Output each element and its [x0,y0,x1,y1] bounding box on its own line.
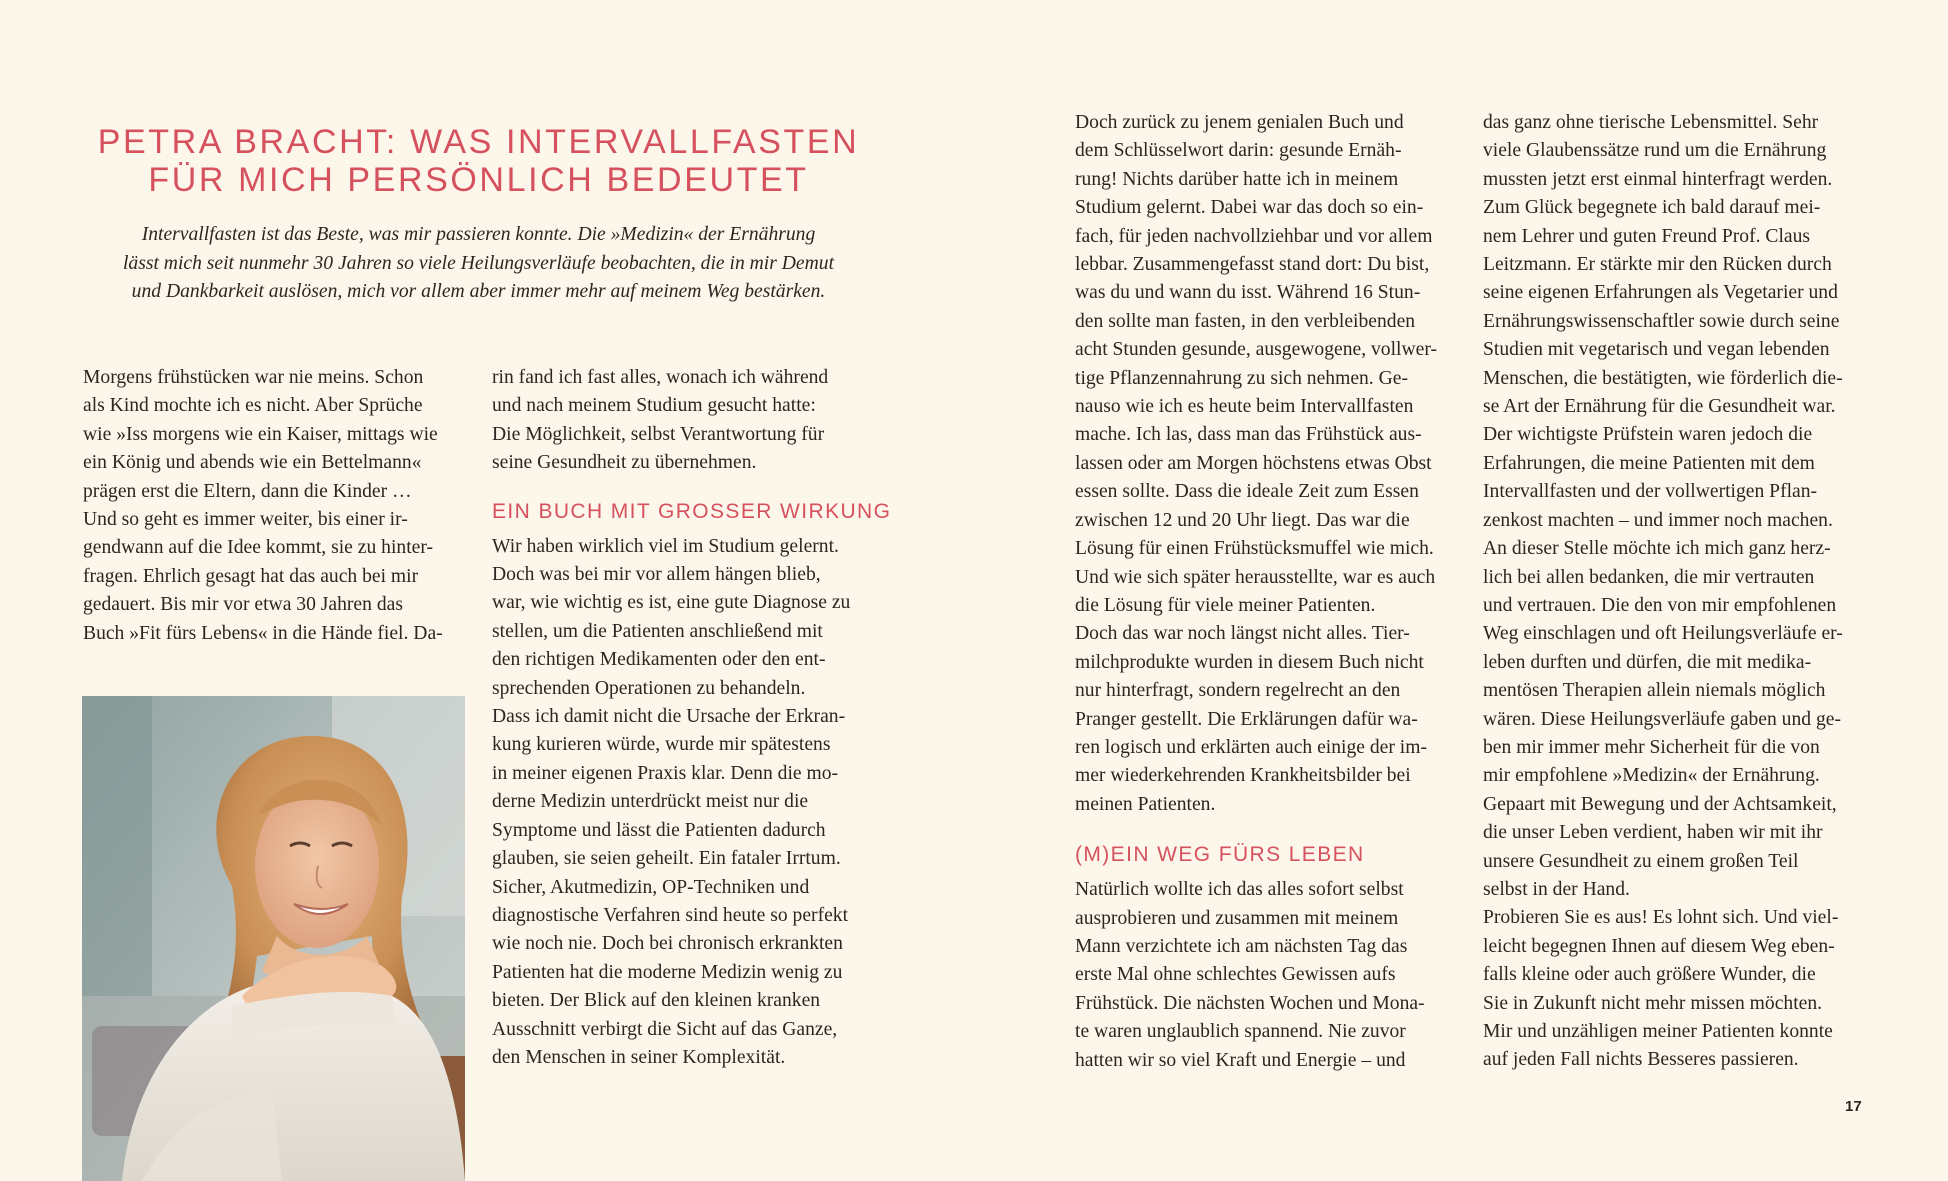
text-line: Studium gelernt. Dabei war das doch so ein- [1075,197,1424,219]
text-line: Morgens frühstücken war nie meins. Schon [83,367,424,388]
text-line: nur hinterfragt, sondern regelrecht an den [1075,680,1401,702]
text-line: Zum Glück begegnete ich bald darauf mei- [1483,197,1821,219]
text-line: den sollte man fasten, in den verbleibenden [1075,310,1416,332]
text-line: unsere Gesundheit zu einem großen Teil [1483,850,1799,872]
text-line: Sicher, Akutmedizin, OP-Techniken und [492,876,810,898]
text-line: kung kurieren würde, wurde mir spätestens [492,734,831,756]
text-line: wären. Diese Heilungsverläufe gaben und ge- [1483,708,1841,730]
text-line: gedauert. Bis mir vor etwa 30 Jahren das [83,594,403,616]
text-line: meinen Patienten. [1075,793,1216,815]
text-line: ben mir immer mehr Sicherheit für die von [1483,736,1820,758]
text-line: lich bei allen bedanken, die mir vertrauten [1483,566,1815,588]
text-line: viele Glaubenssätze rund um die Ernährung [1483,140,1827,162]
text-line: was du und wann du isst. Während 16 Stun- [1075,282,1421,304]
text-line: die unser Leben verdient, haben wir mit ihr [1483,822,1823,844]
text-line: Mann verzichtete ich am nächsten Tag das [1075,935,1408,957]
text-line: Und wie sich später herausstellte, war es auch [1075,566,1436,588]
text-column-3 [1075,109,1470,1075]
body-paragraph [1075,876,1470,1075]
text-line: mer wiederkehrenden Krankheitsbilder bei [1075,765,1411,787]
text-line: wie noch nie. Doch bei chronisch erkrankten [492,933,843,955]
text-line: selbst in der Hand. [1483,878,1630,900]
text-line: fragen. Ehrlich gesagt hat das auch bei mir [83,565,419,587]
text-line: milchprodukte wurden in diesem Buch nicht [1075,651,1424,673]
text-line: wie »Iss morgens wie ein Kaiser, mittags wie [83,423,438,445]
text-line: das ganz ohne tierische Lebensmittel. Sehr [1483,112,1819,133]
intro-paragraph [82,221,875,307]
text-line: und nach meinem Studium gesucht hatte: [492,395,816,417]
text-line: Ernährungswissenschaftler sowie durch seine [1483,310,1840,332]
text-line: Menschen, die bestätigten, wie förderlich die- [1483,367,1843,389]
intro-line: Intervallfasten ist das Beste, was mir passieren konnte. Die »Medizin« der Ernährung [141,224,816,245]
text-line: stellen, um die Patienten anschließend mit [492,620,823,642]
text-line: ausprobieren und zusammen mit meinem [1075,907,1399,929]
text-line: Weg einschlagen und oft Heilungsverläufe er- [1483,623,1843,645]
text-line: Intervallfasten und der vollwertigen Pflan- [1483,481,1818,503]
article-title [82,124,875,199]
text-line: derne Medizin unterdrückt meist nur die [492,791,809,813]
text-line: te waren unglaublich spannend. Nie zuvor [1075,1021,1406,1043]
text-line: seine eigenen Erfahrungen als Vegetarier und [1483,282,1838,304]
text-line: nauso wie ich es heute beim Intervallfasten [1075,396,1414,418]
text-line: acht Stunden gesunde, ausgewogene, vollwer- [1075,339,1437,361]
text-line: dem Schlüsselwort darin: gesunde Ernäh- [1075,140,1402,162]
text-line: leicht begegnen Ihnen auf diesem Weg eben- [1483,935,1835,957]
text-line: rin fand ich fast alles, wonach ich während [492,367,829,388]
text-line: Leitzmann. Er stärkte mir den Rücken durch [1483,254,1832,276]
section-heading-ein-buch: EIN BUCH MIT GROSSER WIRKUNG [492,499,892,523]
intro-line: lässt mich seit nunmehr 30 Jahren so viele Heilungsverläufe beobachten, die in mir Demut [122,252,835,274]
text-line: mache. Ich las, dass man das Frühstück aus- [1075,424,1422,446]
text-line: Symptome und lässt die Patienten dadurch [492,819,826,841]
body-paragraph [492,533,887,1073]
page-number: 17 [1845,1098,1862,1115]
text-line: bieten. Der Blick auf den kleinen kranken [492,990,821,1012]
text-line: Dass ich damit nicht die Ursache der Erkran- [492,706,846,728]
text-line: Wir haben wirklich viel im Studium gelernt. [492,535,839,557]
text-line: in meiner eigenen Praxis klar. Denn die mo- [492,762,839,784]
portrait-illustration [82,696,465,1181]
text-line: den Menschen in seiner Komplexität. [492,1046,786,1068]
author-portrait-photo [82,696,465,1181]
text-line: als Kind mochte ich es nicht. Aber Sprüche [83,395,423,417]
intro-line: und Dankbarkeit auslösen, mich vor allem aber immer mehr auf meinem Weg bestärken. [131,281,826,302]
text-line: rung! Nichts darüber hatte ich in meinem [1075,168,1399,190]
text-line: Frühstück. Die nächsten Wochen und Mona- [1075,992,1425,1014]
text-column-1 [83,364,478,648]
text-line: Der wichtigste Prüfstein waren jedoch die [1483,424,1813,446]
text-line: zwischen 12 und 20 Uhr liegt. Das war die [1075,509,1410,531]
title-line-2: FÜR MICH PERSÖNLICH BEDEUTET [148,160,809,199]
text-line: zenkost machten – und immer noch machen. [1483,509,1833,531]
text-line: leben durften und dürfen, die mit medika- [1483,651,1812,673]
text-line: Buch »Fit fürs Lebens« in die Hände fiel. Da- [83,622,443,644]
text-line: gendwann auf die Idee kommt, sie zu hinter- [83,537,433,559]
text-line: fach, für jeden nachvollziehbar und vor allem [1075,225,1433,247]
text-line: glauben, sie seien geheilt. Ein fataler Irrtum. [492,848,841,870]
text-line: lebbar. Zusammengefasst stand dort: Du bist, [1075,254,1430,276]
text-line: lassen oder am Morgen höchstens etwas Obst [1075,452,1432,474]
text-line: war, wie wichtig es ist, eine gute Diagnose zu [492,592,851,614]
text-line: se Art der Ernährung für die Gesundheit war. [1483,396,1836,418]
text-line: diagnostische Verfahren sind heute so perfekt [492,904,849,926]
section-heading-mein-weg: (M)EIN WEG FÜRS LEBEN [1075,843,1365,867]
text-line: ein König und abends wie ein Bettelmann« [83,452,422,474]
text-line: Doch was bei mir vor allem hängen blieb, [492,564,821,586]
body-paragraph [1483,109,1878,1075]
text-line: mentösen Therapien allein niemals möglich [1483,680,1826,702]
text-line: mussten jetzt erst einmal hinterfragt werden. [1483,168,1833,190]
text-line: falls kleine oder auch größere Wunder, die [1483,964,1816,986]
text-line: Probieren Sie es aus! Es lohnt sich. Und viel- [1483,907,1839,929]
text-line: Die Möglichkeit, selbst Verantwortung für [492,423,825,445]
text-line: Sie in Zukunft nicht mehr missen möchten. [1483,992,1823,1014]
text-line: erste Mal ohne schlechtes Gewissen aufs [1075,964,1396,986]
text-line: Doch das war noch längst nicht alles. Tier- [1075,623,1410,645]
text-line: und vertrauen. Die den von mir empfohlenen [1483,594,1837,616]
text-line: Doch zurück zu jenem genialen Buch und [1075,112,1404,133]
body-paragraph [83,364,478,648]
text-line: seine Gesundheit zu übernehmen. [492,452,757,474]
text-line: tige Pflanzennahrung zu sich nehmen. Ge- [1075,367,1408,389]
body-paragraph [492,364,887,478]
text-line: Erfahrungen, die meine Patienten mit dem [1483,452,1815,474]
text-line: die Lösung für viele meiner Patienten. [1075,594,1376,616]
text-line: den richtigen Medikamenten oder den ent- [492,649,826,671]
text-line: ren logisch und erklärten auch einige der im- [1075,736,1428,758]
text-line: nem Lehrer und guten Freund Prof. Claus [1483,225,1811,247]
text-line: Patienten hat die moderne Medizin wenig zu [492,961,843,983]
text-line: An dieser Stelle möchte ich mich ganz herz- [1483,538,1831,560]
text-line: essen sollte. Dass die ideale Zeit zum Essen [1075,481,1419,503]
text-line: sprechenden Operationen zu behandeln. [492,677,806,699]
text-line: auf jeden Fall nichts Besseres passieren. [1483,1049,1799,1071]
title-line-1: PETRA BRACHT: WAS INTERVALLFASTEN [97,123,860,161]
text-line: Lösung für einen Frühstücksmuffel wie mich. [1075,538,1434,560]
text-line: Und so geht es immer weiter, bis einer ir- [83,509,408,531]
text-line: prägen erst die Eltern, dann die Kinder … [83,480,412,502]
body-paragraph [1075,109,1470,819]
text-line: Mir und unzähligen meiner Patienten konnte [1483,1021,1833,1042]
text-column-4 [1483,109,1878,1075]
text-line: Pranger gestellt. Die Erklärungen dafür wa- [1075,708,1418,730]
text-line: mir empfohlene »Medizin« der Ernährung. [1483,765,1820,787]
text-line: Ausschnitt verbirgt die Sicht auf das Ganze, [492,1018,838,1040]
text-line: Gepaart mit Bewegung und der Achtsamkeit, [1483,793,1837,815]
text-line: hatten wir so viel Kraft und Energie – und [1075,1049,1406,1071]
text-line: Studien mit vegetarisch und vegan lebenden [1483,339,1830,361]
text-column-2 [492,364,892,1072]
text-line: Natürlich wollte ich das alles sofort selbst [1075,879,1404,901]
